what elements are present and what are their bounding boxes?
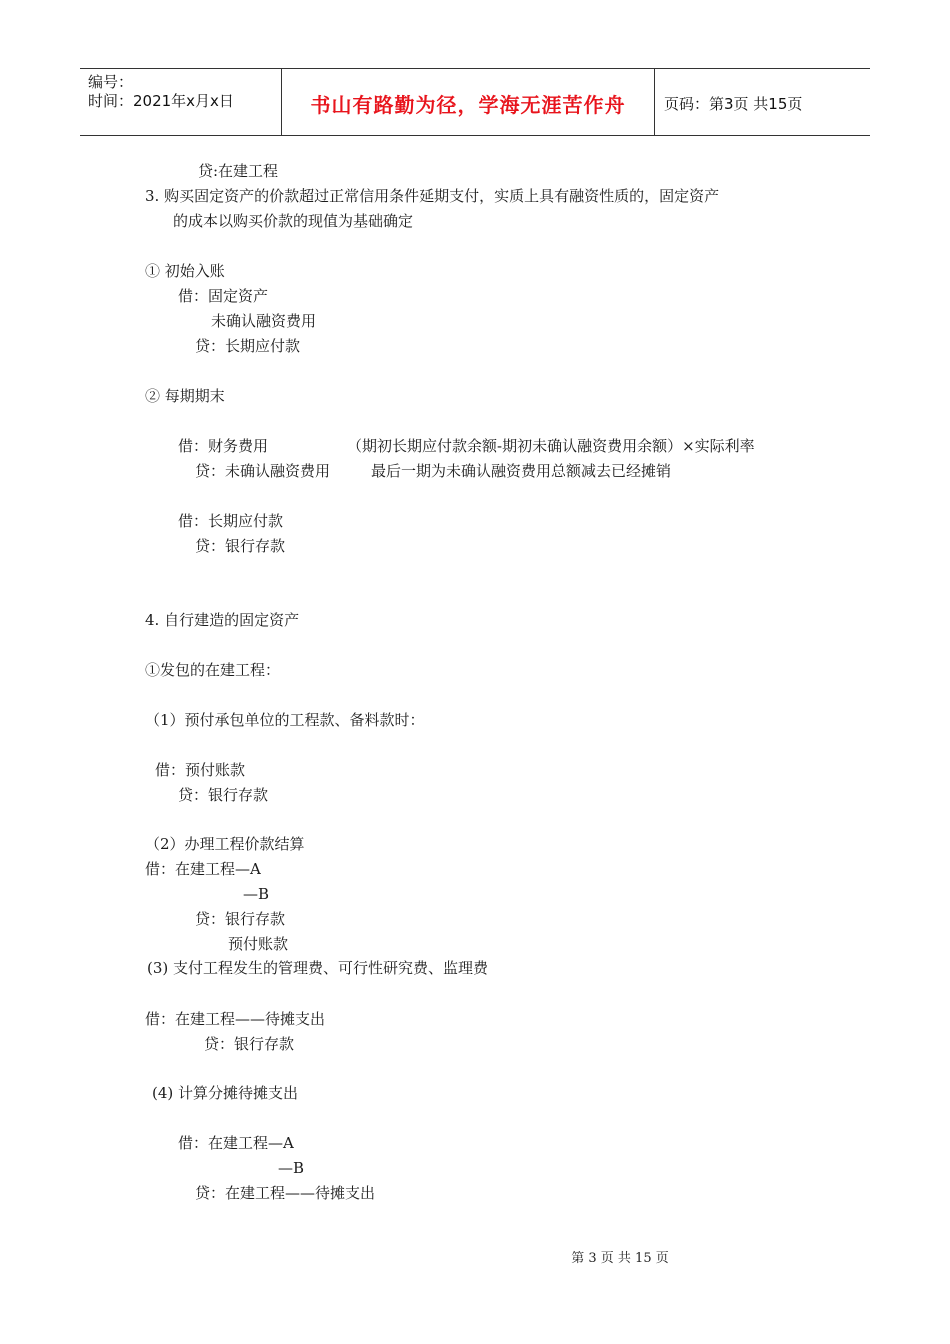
header-motto: 书山有路勤为径，学海无涯苦作舟: [310, 93, 626, 117]
debit-entry: 借：固定资产: [178, 287, 269, 305]
step-heading: ② 每期期末: [145, 387, 225, 405]
credit-entry: 贷：银行存款: [204, 1035, 295, 1053]
debit-entry: 借：长期应付款: [178, 512, 284, 530]
debit-entry-sub: —B: [243, 885, 270, 903]
text-line: 的成本以购买价款的现值为基础确定: [173, 212, 414, 230]
header-time-label: 时间：2021年x月x日: [88, 92, 234, 110]
credit-entry: 贷：银行存款: [195, 537, 286, 555]
text-line: 贷:在建工程: [198, 162, 279, 180]
debit-entry-sub: 未确认融资费用: [211, 312, 317, 330]
debit-entry: 借：在建工程—A: [145, 860, 261, 878]
credit-entry: 贷：银行存款: [178, 786, 269, 804]
sub-step-heading: (4) 计算分摊待摊支出: [152, 1084, 299, 1102]
debit-entry-sub: —B: [278, 1159, 305, 1177]
credit-entry: 贷：在建工程——待摊支出: [195, 1184, 376, 1202]
debit-entry: 借：在建工程——待摊支出: [145, 1010, 326, 1028]
formula-note: （期初长期应付款余额-期初未确认融资费用余额）×实际利率: [347, 437, 755, 455]
step-heading: ①发包的在建工程：: [145, 661, 281, 679]
header-divider-right: [654, 68, 655, 136]
credit-entry: 贷：未确认融资费用: [195, 462, 331, 480]
header-top-rule: [80, 68, 870, 69]
step-heading: ① 初始入账: [145, 262, 225, 280]
header-number-label: 编号：: [88, 73, 134, 91]
debit-entry: 借：在建工程—A: [178, 1134, 294, 1152]
debit-entry: 借：财务费用: [178, 437, 269, 455]
header-bottom-rule: [80, 135, 870, 136]
formula-note: 最后一期为未确认融资费用总额减去已经摊销: [371, 462, 672, 480]
debit-entry: 借：预付账款: [155, 761, 246, 779]
credit-entry-sub: 预付账款: [228, 935, 289, 953]
sub-step-heading: (3) 支付工程发生的管理费、可行性研究费、监理费: [147, 959, 489, 977]
header-page-info: 页码：第3页 共15页: [664, 95, 803, 113]
sub-step-heading: （2）办理工程价款结算: [145, 835, 305, 853]
sub-step-heading: （1）预付承包单位的工程款、备料款时：: [145, 711, 425, 729]
page-footer: 第 3 页 共 15 页: [571, 1251, 669, 1266]
credit-entry: 贷：银行存款: [195, 910, 286, 928]
section-heading-4: 4. 自行建造的固定资产: [145, 611, 300, 629]
credit-entry: 贷：长期应付款: [195, 337, 301, 355]
section-heading-3: 3. 购买固定资产的价款超过正常信用条件延期支付，实质上具有融资性质的，固定资产: [145, 187, 720, 205]
